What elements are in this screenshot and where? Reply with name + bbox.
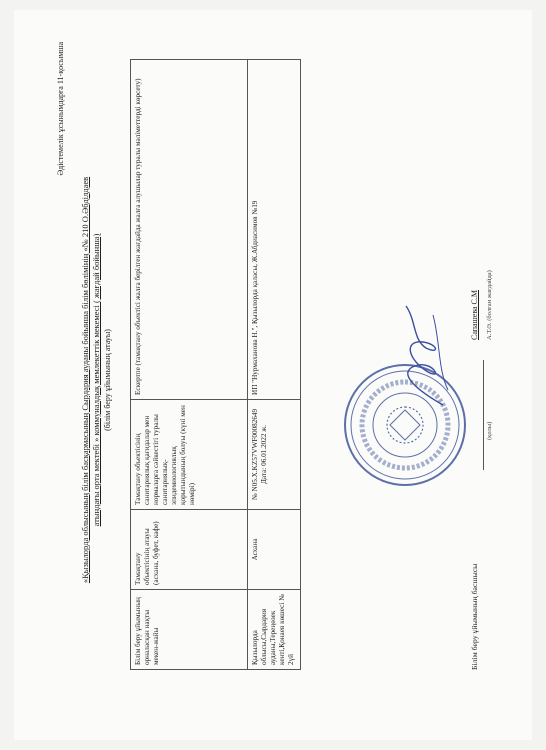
table-row <box>248 60 301 670</box>
table-header-row <box>131 60 248 670</box>
header-facility: Тамақтану объектісінің атауы (асхана, буфет, кафе) <box>131 510 248 590</box>
handwritten-signature-icon <box>388 300 458 410</box>
registry-table <box>130 59 301 670</box>
cell-conclusion: № N05.X.KZ57VWF00082649 Дата: 06.01.2022 ж. <box>248 400 301 510</box>
document-header <box>80 70 113 690</box>
rotated-document <box>0 30 546 750</box>
signatory-name-hint: А.Т.Ә. (болған жағдайда) <box>486 270 493 340</box>
cell-address: Қызылорда облысы,Сырдария ауданы,Тереңөзек кенті,Қонаев көшесі № 2үй <box>248 590 301 670</box>
cell-note: ИП "Нурмаханова Н.", Қызылорда қаласы, Ж.Абдиасимов №19 <box>248 60 301 400</box>
annex-note: Әдістемелік ұсынымдарға 11-қосымша <box>56 42 65 176</box>
header-line-3: (білім беру ұйымының атауы) <box>103 329 112 431</box>
signatory-name: Сапашева С.М <box>470 290 479 340</box>
signature-area <box>300 60 530 670</box>
signature-line <box>483 360 484 470</box>
signature-hint: (қолы) <box>486 421 493 440</box>
header-conclusion: Тамақтану объектісінің санитариялық қағидалар мен нормаларға сәйкестігі туралы санитариялық-эпидемиологиялық қорытындының болуы (күні мен нөмірі) <box>131 400 248 510</box>
header-address: Білім беру ұйымының орналасқан нақты мекен-жайы <box>131 590 248 670</box>
document-page <box>14 10 532 740</box>
signature-label: Білім беру ұйымының басшысы <box>470 563 479 670</box>
header-note: Ескертпе (тамақтану объектісі жалға берілген жағдайда жалға алушылар туралы мәліметтерді көрсету) <box>131 60 248 400</box>
header-line-1: «Қызылорда облысының білім басқармасының Сырдария ауданы бойынша білім бөлімінің «№ 210 О.Әбділдаев <box>80 176 90 584</box>
cell-facility: Асхана <box>248 510 301 590</box>
header-line-2: атындағы орта мектебі » коммуналдық мемлекеттік мекемесі ( жағдай бойынша) <box>91 233 101 527</box>
